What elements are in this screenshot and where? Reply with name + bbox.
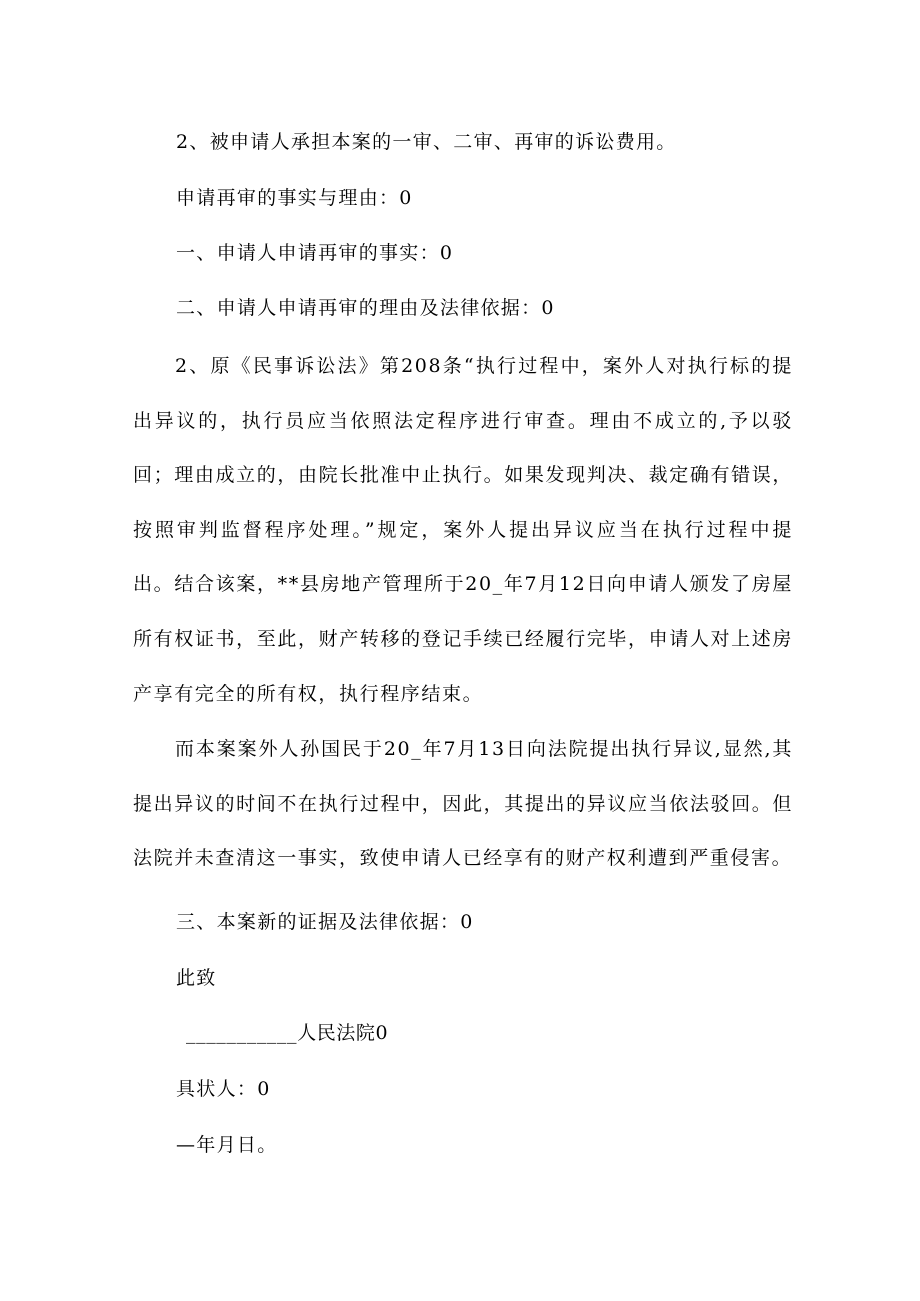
section-2-heading: 二、申请人申请再审的理由及法律依据：0: [176, 297, 555, 319]
court-name-line: ___________人民法院0: [186, 1022, 389, 1044]
section-3-heading: 三、本案新的证据及法律依据：0: [176, 911, 474, 933]
facts-and-reasons-heading: 申请再审的事实与理由：0: [176, 187, 413, 209]
signer-line: 具状人：0: [176, 1078, 271, 1100]
section-1-heading: 一、申请人申请再审的事实：0: [176, 242, 454, 264]
request-item-2: 2、被申请人承担本案的一审、二审、再审的诉讼费用。: [176, 131, 677, 153]
paragraph-objection-timing: 而本案案外人孙国民于20_年7月13日向法院提出执行异议,显然,其提出异议的时间不在执行过程中，因此，其提出的异议应当依法驳回。但法院并未查清这一事实，致使申请人已经享有的财产权利遭到严重侵害。: [133, 738, 793, 870]
date-line: —年月日。: [176, 1134, 278, 1156]
salutation: 此致: [176, 967, 217, 989]
paragraph-legal-basis: 2、原《民事诉讼法》第208条“执行过程中，案外人对执行标的提出异议的，执行员应当依照法定程序进行审查。理由不成立的,予以驳回；理由成立的，由院长批准中止执行。如果发现判决、裁定确有错误，按照审判监督程序处理。”规定，案外人提出异议应当在执行过程中提出。结合该案，**县房地产管理所于20_年7月12日向申请人颁发了房屋所有权证书，至此，财产转移的登记手续已经履行完毕，申请人对上述房产享有完全的所有权，执行程序结束。: [133, 355, 793, 705]
